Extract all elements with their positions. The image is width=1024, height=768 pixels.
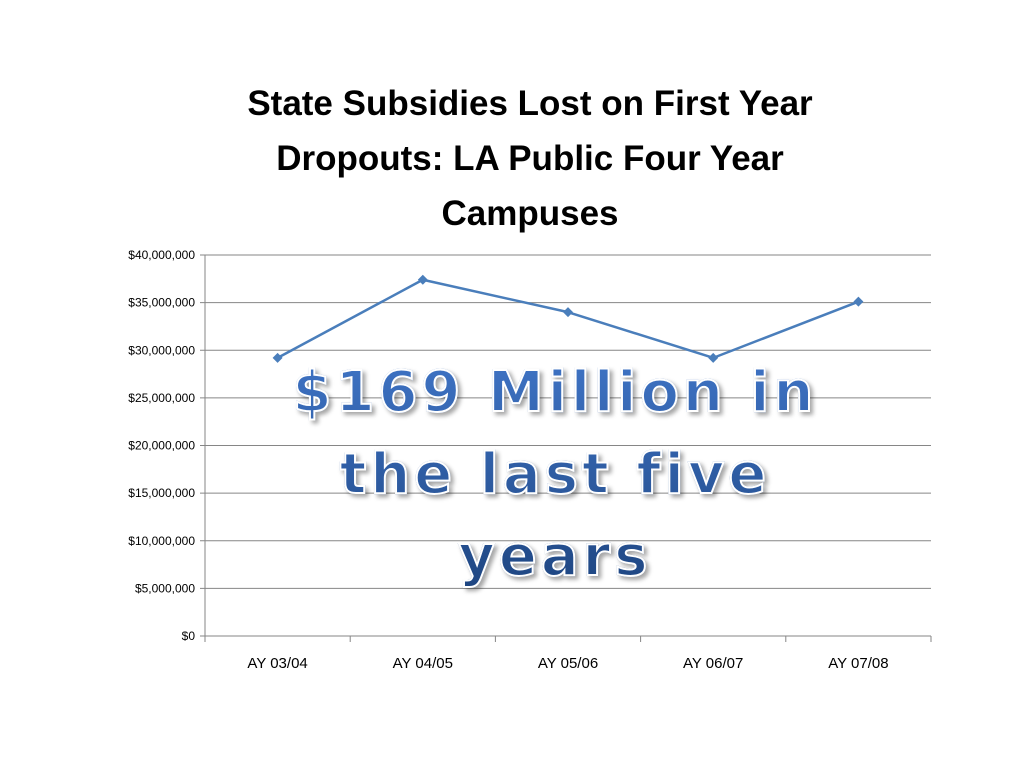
series-line-group [273,275,864,363]
y-tick-label: $20,000,000 [128,438,195,453]
callout-line: years [458,524,652,589]
y-tick-label: $25,000,000 [128,390,195,405]
chart-title-line: Campuses [441,194,619,233]
x-tick-label: AY 07/08 [828,655,889,672]
chart-title-line: State Subsidies Lost on First Year [247,84,813,123]
y-axis [128,248,205,643]
x-tick-label: AY 03/04 [247,655,308,672]
data-point [418,275,428,285]
x-tick-label: AY 06/07 [683,655,744,672]
callout-line: the last five [339,442,771,507]
series-line [278,280,859,358]
y-tick-label: $15,000,000 [128,486,195,501]
y-tick-label: $40,000,000 [128,248,195,262]
y-tick-label: $0 [181,629,195,643]
callout-line: $169 Million in [292,360,818,425]
total-callout [255,352,855,598]
y-tick-label: $10,000,000 [128,533,195,548]
x-tick-label: AY 04/05 [392,655,453,672]
data-point [853,297,863,307]
chart-title-line: Dropouts: LA Public Four Year [276,139,784,178]
y-tick-label: $35,000,000 [128,295,195,310]
x-tick-label: AY 05/06 [537,655,599,672]
x-axis [205,636,931,672]
y-tick-label: $5,000,000 [134,581,195,596]
y-tick-label: $30,000,000 [128,343,195,358]
data-point [563,307,573,317]
